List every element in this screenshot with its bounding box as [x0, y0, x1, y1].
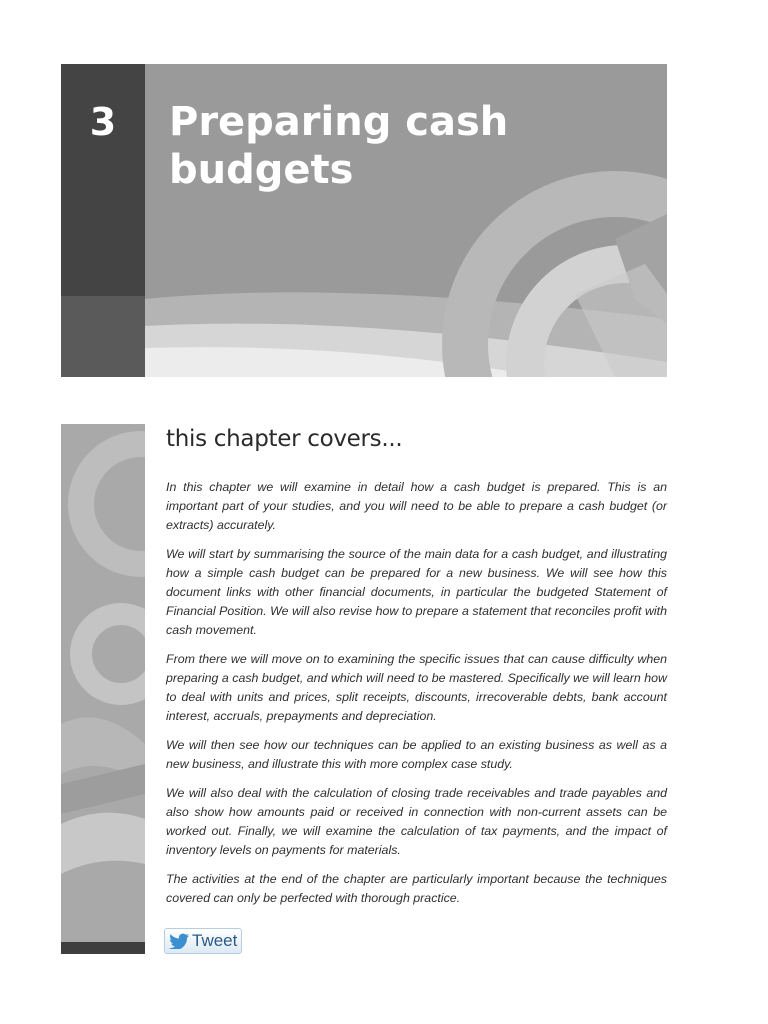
chapter-covers-heading: this chapter covers...	[166, 426, 403, 452]
chapter-number: 3	[89, 100, 117, 144]
chapter-banner	[61, 64, 667, 377]
tweet-label: Tweet	[192, 931, 238, 950]
chapter-title: Preparing cash budgets	[169, 99, 509, 193]
side-strip-pattern	[61, 424, 145, 954]
chapter-number-panel	[61, 64, 145, 377]
intro-paragraph: In this chapter we will examine in detail how a cash budget is prepared. This is an important part of your studies, and you will need to be able to prepare a cash budget (or extracts) accurately.	[166, 480, 667, 532]
tweet-button[interactable]	[164, 928, 242, 954]
banner-left-accent	[61, 296, 145, 377]
side-decoration-strip	[61, 424, 145, 954]
intro-paragraph: We will then see how our techniques can be applied to an existing business as well as a new business, and illustrate this with more complex case study.	[166, 738, 667, 771]
intro-paragraph: We will also deal with the calculation of closing trade receivables and trade payables and also show how amounts paid or received in connection with non-current assets can be worked out. Finally, we will examine the calculation of tax payments, and the impact of inventory levels on payments for materials.	[166, 786, 667, 857]
intro-paragraph: From there we will move on to examining the specific issues that can cause difficulty when preparing a cash budget, and which will need to be mastered. Specifically we will learn how to deal with units and prices, split receipts, discounts, irrecoverable debts, bank account interest, accruals, prepayments and depreciation.	[166, 652, 667, 723]
intro-paragraph: The activities at the end of the chapter are particularly important because the techniques covered can only be perfected with thorough practice.	[166, 872, 667, 905]
twitter-bird-icon	[168, 933, 190, 949]
side-strip-footer-bar	[61, 942, 145, 954]
intro-paragraph: We will start by summarising the source of the main data for a cash budget, and illustrating how a simple cash budget can be prepared for a new business. We will see how this document links with other financial documents, in particular the budgeted Statement of Financial Position. We will also revise how to prepare a statement that reconciles profit with cash movement.	[166, 547, 667, 637]
chapter-intro-text	[166, 478, 667, 918]
